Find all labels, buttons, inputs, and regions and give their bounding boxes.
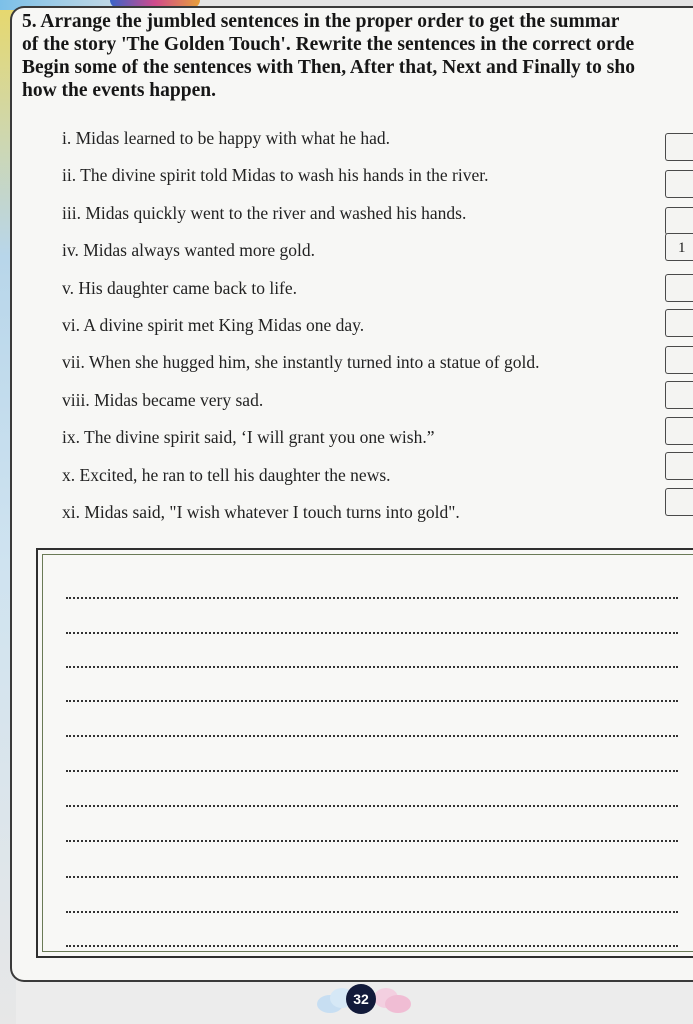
answer-line[interactable] — [66, 770, 678, 772]
order-box[interactable] — [665, 207, 693, 235]
instruction-line: of the story 'The Golden Touch'. Rewrite the sentences in the correct orde — [22, 34, 635, 55]
sentence-item: viii. Midas became very sad. — [62, 389, 264, 410]
sentence-item: vi. A divine spirit met King Midas one day. — [62, 315, 365, 336]
exercise-instructions — [22, 10, 693, 102]
answer-line[interactable] — [66, 597, 678, 599]
answer-line[interactable] — [66, 876, 678, 878]
order-box[interactable] — [665, 170, 693, 198]
sentence-item: x. Excited, he ran to tell his daughter the news. — [62, 464, 391, 485]
answer-line[interactable] — [66, 945, 678, 947]
answer-line[interactable] — [66, 805, 678, 807]
answer-line[interactable] — [66, 735, 678, 737]
instruction-line: Begin some of the sentences with Then, After that, Next and Finally to sho — [22, 57, 635, 78]
answer-line[interactable] — [66, 700, 678, 702]
sentence-item: ii. The divine spirit told Midas to wash his hands in the river. — [62, 165, 489, 186]
order-box[interactable] — [665, 488, 693, 516]
order-box[interactable] — [665, 346, 693, 374]
jumbled-sentence-list — [62, 120, 662, 531]
order-box[interactable]: 1 — [665, 233, 693, 261]
order-box[interactable] — [665, 381, 693, 409]
sentence-item: ix. The divine spirit said, ‘I will grant you one wish.” — [62, 427, 435, 448]
sentence-item: iv. Midas always wanted more gold. — [62, 240, 316, 261]
sentence-item: iii. Midas quickly went to the river and washed his hands. — [62, 202, 467, 223]
answer-line[interactable] — [66, 632, 678, 634]
order-box[interactable] — [665, 274, 693, 302]
order-box[interactable] — [665, 417, 693, 445]
answer-writing-area — [36, 548, 693, 958]
sentence-item: xi. Midas said, "I wish whatever I touch turns into gold". — [62, 502, 460, 523]
page-number: 32 — [346, 984, 376, 1014]
answer-line[interactable] — [66, 840, 678, 842]
sentence-item: i. Midas learned to be happy with what he had. — [62, 128, 391, 148]
sentence-item: vii. When she hugged him, she instantly turned into a statue of gold. — [62, 352, 540, 373]
instruction-line: how the events happen. — [22, 80, 216, 101]
order-box[interactable] — [665, 452, 693, 480]
answer-line[interactable] — [66, 666, 678, 668]
order-box[interactable] — [665, 133, 693, 161]
order-box[interactable] — [665, 309, 693, 337]
instruction-line: 5. Arrange the jumbled sentences in the proper order to get the summar — [22, 11, 620, 32]
sentence-item: v. His daughter came back to life. — [62, 277, 298, 298]
answer-line[interactable] — [66, 911, 678, 913]
